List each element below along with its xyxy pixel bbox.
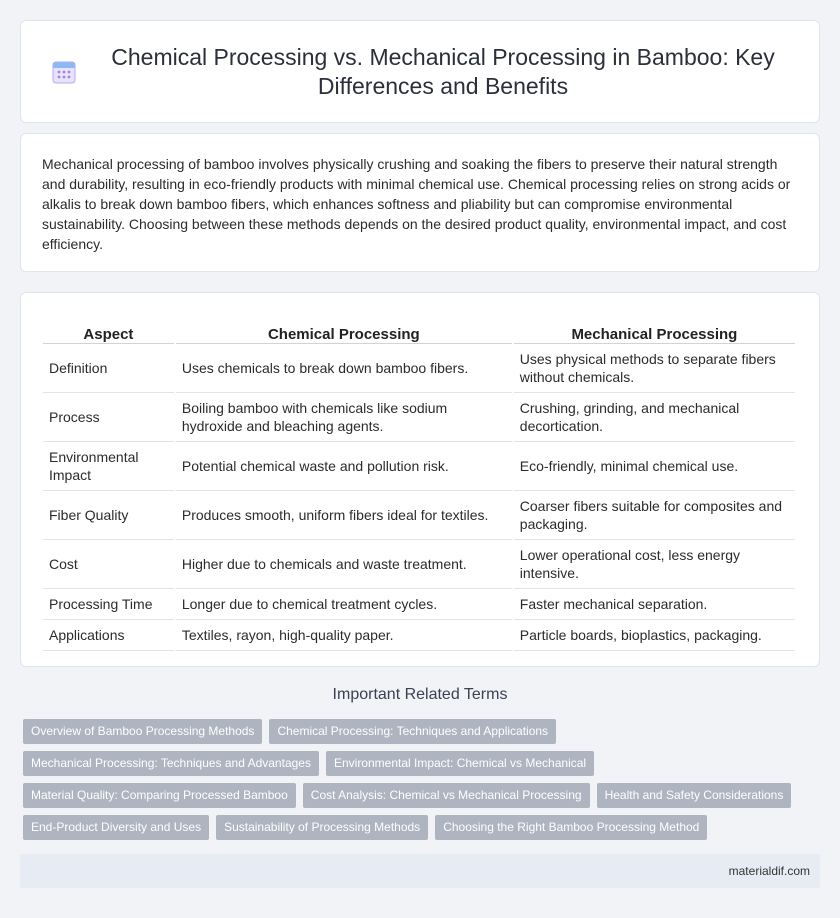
related-tag[interactable]: Health and Safety Considerations	[597, 783, 792, 808]
table-cell: Environmental Impact	[43, 442, 174, 491]
footer-site-link[interactable]: materialdif.com	[728, 864, 810, 878]
related-tag[interactable]: Overview of Bamboo Processing Methods	[23, 719, 262, 744]
table-cell: Higher due to chemicals and waste treatment.	[176, 540, 512, 589]
calendar-icon	[51, 59, 77, 85]
related-tag[interactable]: Mechanical Processing: Techniques and Advantages	[23, 751, 319, 776]
page-title: Chemical Processing vs. Mechanical Processing in Bamboo: Key Differences and Benefits	[111, 43, 775, 99]
comparison-table	[41, 307, 797, 651]
tag-row	[23, 751, 813, 776]
intro-card	[20, 133, 820, 272]
related-tag[interactable]: Chemical Processing: Techniques and Applications	[269, 719, 556, 744]
table-cell: Longer due to chemical treatment cycles.	[176, 589, 512, 620]
tag-row	[23, 719, 813, 744]
related-tag[interactable]: Environmental Impact: Chemical vs Mechanical	[326, 751, 594, 776]
table-cell: Boiling bamboo with chemicals like sodium hydroxide and bleaching agents.	[176, 393, 512, 442]
column-header-chemical: Chemical Processing	[176, 307, 512, 344]
comparison-table-card	[20, 292, 820, 667]
table-row	[43, 442, 795, 491]
title-card	[20, 20, 820, 123]
table-cell: Crushing, grinding, and mechanical decortication.	[514, 393, 795, 442]
table-row	[43, 540, 795, 589]
table-cell: Textiles, rayon, high-quality paper.	[176, 620, 512, 651]
related-tag[interactable]: Cost Analysis: Chemical vs Mechanical Processing	[303, 783, 590, 808]
table-cell: Lower operational cost, less energy intensive.	[514, 540, 795, 589]
related-tag[interactable]: Choosing the Right Bamboo Processing Method	[435, 815, 707, 840]
related-tag[interactable]: End-Product Diversity and Uses	[23, 815, 209, 840]
table-cell: Definition	[43, 344, 174, 393]
table-cell: Particle boards, bioplastics, packaging.	[514, 620, 795, 651]
related-terms-heading: Important Related Terms	[332, 686, 508, 703]
table-cell: Uses chemicals to break down bamboo fibers.	[176, 344, 512, 393]
table-row	[43, 344, 795, 393]
table-cell: Potential chemical waste and pollution risk.	[176, 442, 512, 491]
table-cell: Produces smooth, uniform fibers ideal for textiles.	[176, 491, 512, 540]
table-cell: Coarser fibers suitable for composites and packaging.	[514, 491, 795, 540]
table-row	[43, 491, 795, 540]
related-tag[interactable]: Material Quality: Comparing Processed Bamboo	[23, 783, 296, 808]
table-cell: Cost	[43, 540, 174, 589]
table-cell: Faster mechanical separation.	[514, 589, 795, 620]
table-cell: Process	[43, 393, 174, 442]
footer	[20, 854, 820, 888]
table-header-row	[43, 307, 795, 344]
table-row	[43, 589, 795, 620]
column-header-aspect: Aspect	[43, 307, 174, 344]
intro-paragraph: Mechanical processing of bamboo involves physically crushing and soaking the fibers to preserve their natural strength and durability, resulting in eco-friendly products with minimal chemical use. Chemical processing relies on strong acids or alkalis to break down bamboo fibers, which enhances softness and pliability but can compromise environmental sustainability. Choosing between these methods depends on the desired product quality, environmental impact, and cost efficiency.	[42, 156, 791, 252]
table-cell: Applications	[43, 620, 174, 651]
table-row	[43, 393, 795, 442]
related-tag[interactable]: Sustainability of Processing Methods	[216, 815, 428, 840]
table-row	[43, 620, 795, 651]
tag-row	[23, 783, 813, 808]
tag-row	[23, 815, 813, 840]
table-cell: Processing Time	[43, 589, 174, 620]
table-cell: Uses physical methods to separate fibers without chemicals.	[514, 344, 795, 393]
title-wrap	[51, 43, 789, 101]
table-cell: Fiber Quality	[43, 491, 174, 540]
column-header-mechanical: Mechanical Processing	[514, 307, 795, 344]
related-terms-tags	[23, 719, 813, 847]
table-cell: Eco-friendly, minimal chemical use.	[514, 442, 795, 491]
